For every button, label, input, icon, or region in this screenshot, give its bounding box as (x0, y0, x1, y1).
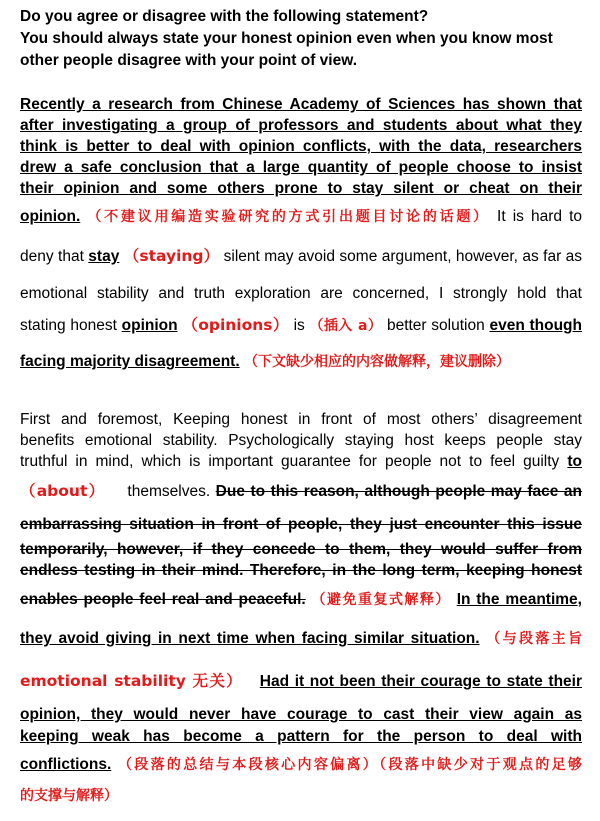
p1-text: It is hard to (497, 208, 583, 225)
p2-line-4 (20, 472, 582, 511)
essay-prompt (20, 6, 582, 72)
p2-line-5: embarrassing situation in front of people, they just encounter this issue (20, 516, 582, 533)
p1-line-7 (20, 235, 582, 278)
p2-line-10 (20, 659, 582, 704)
p1-line-8: emotional stability and truth exploration are concerned, I strongly hold that (20, 285, 582, 302)
p1-underlined-text: opinion (121, 317, 178, 334)
p2-line-2: benefits emotional stability. Psychologically staying host keeps people stay (20, 432, 582, 449)
prompt-line-1: Do you agree or disagree with the following statement? (20, 8, 429, 25)
p2-underlined-text: conflictions. (20, 756, 112, 773)
p2-line-11: opinion, they would never have courage to cast their view again as (20, 706, 582, 723)
p2-deleted-text: Due to this reason, although people may face an (215, 483, 582, 500)
reviewer-comment: 的支撑与解释） (20, 788, 118, 804)
reviewer-comment: （段落的总结与本段核心内容偏离）（段落中缺少对于观点的足够 (117, 757, 583, 773)
p1-line-3: think is better to deal with opinion conflicts, with the data, researchers (20, 138, 582, 155)
reviewer-comment: emotional stability 无关） (20, 672, 243, 690)
p1-text: silent may avoid some argument, however, as far as (223, 248, 583, 265)
reviewer-comment: （下文缺少相应的内容做解释，建议删除） (243, 354, 510, 370)
prompt-line-2: You should always state your honest opinion even when you know most (20, 30, 553, 47)
p1-text: stating honest (20, 317, 117, 334)
p2-underlined-text: to (567, 453, 582, 470)
p2-line-3 (20, 451, 582, 472)
p1-underlined-text: facing majority disagreement. (20, 353, 240, 370)
p2-line-6: temporarily, however, if they concede to them, they would suffer from (20, 541, 582, 558)
p1-line-10 (20, 341, 582, 383)
p2-underlined-text: they avoid giving in next time when facing similar situation. (20, 630, 480, 647)
p2-line-8 (20, 581, 582, 619)
essay-page (20, 0, 583, 804)
paragraph-body-1 (20, 409, 582, 810)
p2-underlined-text: In the meantime, (456, 591, 582, 608)
p1-line-5: their opinion and some others prone to stay silent or cheat on their (20, 180, 582, 197)
p1-underlined-text: opinion. (20, 208, 81, 225)
p2-line-1: First and foremost, Keeping honest in front of most others’ disagreement (20, 411, 582, 428)
p1-line-6 (20, 199, 582, 235)
p1-text: deny that (20, 248, 84, 265)
prompt-line-3: other people disagree with your point of view. (20, 52, 358, 69)
reviewer-comment: （避免重复式解释） (311, 592, 451, 608)
reviewer-insertion: （插入 a） (309, 318, 383, 334)
p1-underlined-text: stay (88, 248, 120, 265)
p1-line-1: Recently a research from Chinese Academy of Sciences has shown that (20, 96, 582, 113)
reviewer-correction: （staying） (123, 247, 220, 265)
p2-line-12: keeping weak has become a pattern for the person to deal with (20, 728, 582, 745)
p1-text: better solution (386, 317, 485, 334)
p2-line-14 (20, 782, 582, 810)
p2-line-9 (20, 619, 582, 659)
p2-line-7: endless testing in their mind. Therefore, in the long term, keeping honest (20, 562, 582, 579)
p2-line-13 (20, 748, 582, 782)
p1-line-4: drew a safe conclusion that a large quantity of people choose to insist (20, 159, 582, 176)
p2-underlined-text: Had it not been their courage to state their (259, 673, 582, 690)
reviewer-comment: （不建议用编造实验研究的方式引出题目讨论的话题） (87, 209, 490, 225)
p1-line-9 (20, 310, 582, 341)
p2-text: themselves. (127, 483, 211, 500)
p1-underlined-text: even though (489, 317, 582, 334)
reviewer-correction: （opinions） (182, 316, 289, 334)
reviewer-comment: （与段落主旨 (486, 631, 582, 647)
p1-text: is (293, 317, 305, 334)
reviewer-correction: （about） (20, 482, 106, 500)
p2-deleted-text: enables people feel real and peaceful. (20, 591, 306, 608)
p2-text: truthful in mind, which is important guarantee for people not to feel guilty (20, 453, 560, 470)
p1-line-2: after investigating a group of professors and students about what they (20, 117, 582, 134)
paragraph-introduction (20, 94, 582, 383)
